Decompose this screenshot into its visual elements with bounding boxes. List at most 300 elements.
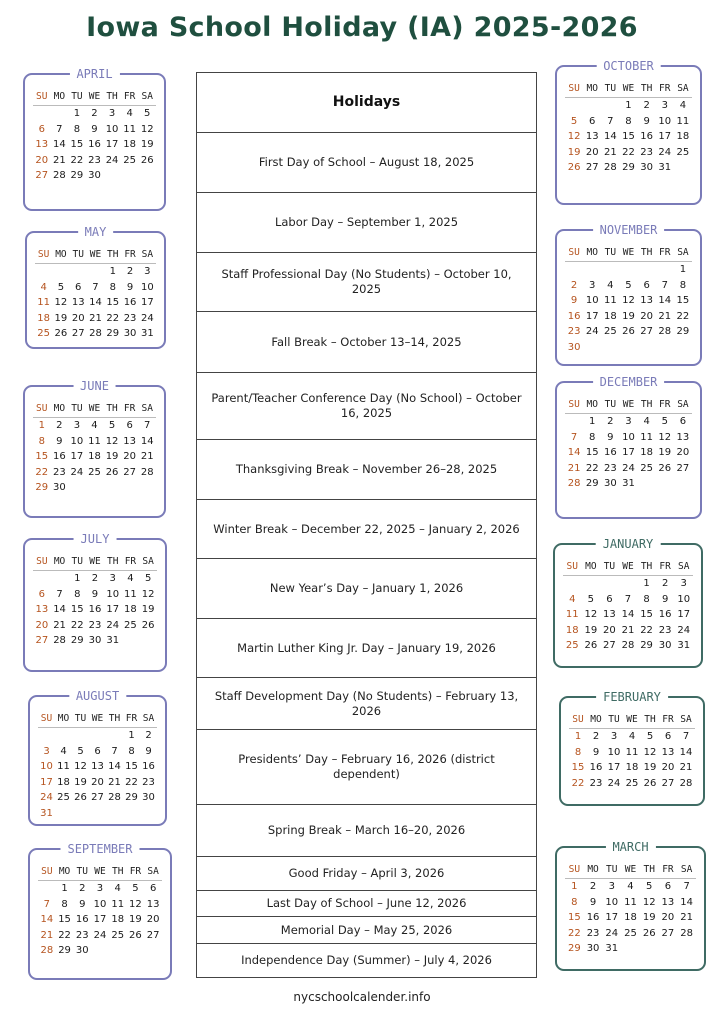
- weekday-header: SU: [35, 247, 52, 264]
- day-number: 9: [91, 588, 99, 600]
- day-number: 27: [35, 170, 49, 181]
- day-number: 2: [126, 266, 134, 277]
- day-number: 28: [89, 328, 102, 339]
- day-number: 27: [640, 326, 653, 337]
- day-number: 20: [35, 154, 49, 166]
- day-number: 22: [585, 462, 599, 474]
- day-number: 6: [664, 881, 672, 892]
- day-number: 23: [52, 466, 66, 478]
- day-number: 27: [91, 792, 104, 803]
- empty-day: [55, 728, 72, 744]
- day-number: 9: [145, 745, 152, 757]
- day-number: 12: [129, 898, 142, 910]
- weekday-header: TH: [638, 397, 656, 414]
- day-number: 19: [141, 604, 155, 615]
- day-number: 26: [105, 466, 119, 478]
- day-number: 6: [38, 588, 46, 600]
- day-number: 21: [89, 312, 102, 324]
- empty-day: [601, 98, 619, 114]
- day-number: 8: [589, 431, 596, 443]
- day-number: 21: [40, 929, 54, 941]
- day-number: 21: [52, 154, 66, 166]
- day-number: 2: [570, 279, 578, 291]
- day-number: 17: [105, 139, 119, 150]
- day-number: 12: [54, 297, 68, 308]
- day-number: 28: [53, 635, 66, 646]
- day-number: 28: [140, 466, 154, 478]
- day-number: 9: [79, 898, 86, 910]
- day-number: 1: [574, 731, 582, 742]
- day-number: 1: [73, 108, 81, 119]
- day-number: 29: [35, 482, 49, 493]
- month-calendar-march: [555, 840, 706, 971]
- day-number: 5: [144, 573, 152, 584]
- day-number: 29: [58, 945, 71, 956]
- day-number: 14: [658, 295, 672, 306]
- day-number: 28: [679, 777, 693, 789]
- empty-day: [600, 576, 619, 592]
- day-number: 19: [74, 776, 87, 788]
- day-number: 26: [642, 927, 656, 939]
- day-number: 23: [589, 777, 603, 789]
- day-number: 5: [625, 279, 632, 291]
- weekday-header: WE: [619, 245, 637, 262]
- day-number: 30: [123, 328, 137, 339]
- day-number: 19: [567, 146, 581, 158]
- weekday-header: SU: [38, 711, 55, 728]
- holidays-header: Holidays: [197, 73, 536, 133]
- day-number: 21: [603, 146, 617, 158]
- weekday-header: MO: [52, 247, 69, 264]
- day-number: 23: [658, 624, 672, 636]
- day-number: 24: [106, 619, 120, 631]
- weekday-header: FR: [121, 247, 138, 264]
- weekday-header: TH: [638, 81, 656, 98]
- day-number: 18: [111, 914, 125, 925]
- day-number: 10: [93, 898, 107, 910]
- weekday-header: TH: [638, 245, 656, 262]
- day-number: 18: [57, 776, 70, 788]
- weekday-header: SA: [674, 397, 692, 414]
- day-number: 13: [640, 295, 653, 306]
- day-number: 16: [88, 604, 102, 615]
- day-number: 20: [35, 619, 49, 631]
- weekday-header: TU: [72, 711, 89, 728]
- weekday-header: TU: [601, 81, 619, 98]
- day-number: 2: [79, 883, 86, 894]
- day-number: 23: [88, 619, 102, 631]
- weekday-header: MO: [583, 81, 601, 98]
- month-title: NOVEMBER: [593, 222, 665, 238]
- day-number: 20: [146, 914, 160, 925]
- month-grid: [565, 862, 696, 957]
- day-number: 14: [603, 131, 617, 142]
- day-number: 12: [642, 896, 656, 908]
- month-grid: [38, 864, 162, 959]
- day-number: 10: [40, 761, 53, 772]
- weekday-header: TU: [68, 89, 86, 106]
- day-number: 20: [676, 447, 690, 458]
- day-number: 5: [132, 883, 139, 894]
- day-number: 19: [584, 624, 598, 636]
- day-number: 23: [567, 326, 581, 337]
- day-number: 10: [607, 746, 621, 758]
- day-number: 27: [71, 328, 85, 339]
- day-number: 30: [88, 170, 101, 181]
- day-number: 19: [622, 310, 635, 322]
- day-number: 6: [589, 115, 596, 127]
- holiday-row: Fall Break – October 13–14, 2025: [197, 312, 536, 373]
- day-number: 18: [624, 912, 637, 923]
- day-number: 19: [105, 451, 119, 462]
- day-number: 27: [35, 635, 49, 646]
- day-number: 14: [108, 761, 121, 772]
- day-number: 13: [35, 139, 49, 150]
- day-number: 30: [52, 482, 66, 493]
- day-number: 21: [679, 762, 693, 773]
- empty-day: [51, 571, 69, 587]
- day-number: 7: [661, 279, 668, 291]
- day-number: 26: [567, 162, 581, 173]
- month-calendar-august: [28, 689, 167, 826]
- day-number: 13: [661, 746, 675, 758]
- weekday-header: WE: [86, 89, 104, 106]
- day-number: 6: [126, 420, 133, 431]
- day-number: 1: [109, 266, 116, 277]
- day-number: 3: [610, 731, 618, 742]
- holiday-row: Thanksgiving Break – November 26–28, 2025: [197, 440, 536, 500]
- empty-day: [619, 262, 637, 278]
- day-number: 28: [680, 927, 693, 939]
- day-number: 12: [584, 609, 598, 620]
- day-number: 27: [146, 929, 160, 941]
- day-number: 24: [605, 927, 619, 939]
- day-number: 30: [88, 635, 102, 646]
- holiday-row: Martin Luther King Jr. Day – January 19, 2026: [197, 619, 536, 678]
- weekday-header: SA: [138, 401, 156, 418]
- day-number: 1: [589, 416, 596, 427]
- day-number: 17: [658, 131, 672, 142]
- day-number: 22: [58, 929, 71, 941]
- day-number: 18: [123, 139, 136, 150]
- day-number: 8: [61, 898, 68, 910]
- day-number: 4: [643, 416, 650, 427]
- day-number: 23: [142, 776, 155, 788]
- day-number: 16: [123, 297, 137, 308]
- day-number: 28: [52, 170, 66, 181]
- day-number: 25: [640, 462, 653, 474]
- day-number: 28: [621, 640, 635, 651]
- day-number: 28: [40, 945, 54, 956]
- day-number: 23: [75, 929, 89, 941]
- day-number: 30: [567, 341, 581, 353]
- day-number: 31: [677, 640, 691, 651]
- day-number: 13: [35, 604, 49, 615]
- month-title: MARCH: [605, 839, 655, 855]
- day-number: 8: [574, 746, 582, 758]
- weekday-header: TH: [109, 864, 127, 881]
- weekday-header: MO: [582, 559, 601, 576]
- day-number: 13: [585, 131, 599, 142]
- day-number: 22: [622, 146, 635, 158]
- day-number: 5: [144, 108, 151, 119]
- day-number: 11: [57, 761, 70, 772]
- weekday-header: TU: [601, 397, 619, 414]
- day-number: 31: [40, 807, 53, 819]
- month-title: APRIL: [69, 66, 119, 82]
- day-number: 11: [37, 297, 50, 308]
- weekday-header: TU: [68, 554, 86, 571]
- holiday-row: Presidents’ Day – February 16, 2026 (district dependent): [197, 730, 536, 805]
- day-number: 29: [70, 635, 84, 646]
- weekday-header: WE: [619, 559, 638, 576]
- day-number: 25: [676, 146, 690, 158]
- day-number: 14: [621, 609, 635, 620]
- weekday-header: TH: [103, 401, 121, 418]
- day-number: 25: [625, 777, 639, 789]
- day-number: 25: [88, 466, 101, 478]
- day-number: 16: [603, 447, 617, 458]
- day-number: 18: [565, 624, 579, 636]
- day-number: 25: [37, 328, 50, 339]
- weekday-header: TU: [68, 401, 86, 418]
- month-calendar-july: [23, 532, 167, 672]
- day-number: 29: [567, 943, 581, 954]
- weekday-header: TH: [104, 247, 121, 264]
- day-number: 9: [570, 295, 578, 306]
- day-number: 15: [640, 609, 653, 620]
- day-number: 25: [111, 929, 125, 941]
- day-number: 22: [567, 927, 581, 939]
- weekday-header: SU: [565, 397, 583, 414]
- day-number: 19: [642, 912, 656, 923]
- day-number: 25: [57, 792, 70, 803]
- day-number: 8: [109, 281, 116, 293]
- day-number: 6: [643, 279, 650, 291]
- weekday-header: SA: [139, 554, 157, 571]
- holiday-row: Good Friday – April 3, 2026: [197, 857, 536, 891]
- day-number: 8: [679, 279, 687, 291]
- day-number: 14: [567, 447, 581, 458]
- day-number: 11: [625, 746, 639, 758]
- day-number: 6: [94, 745, 101, 757]
- empty-day: [638, 262, 656, 278]
- weekday-header: TH: [103, 89, 121, 106]
- day-number: 26: [141, 619, 155, 631]
- day-number: 24: [140, 312, 154, 324]
- day-number: 22: [640, 624, 653, 636]
- day-number: 4: [60, 745, 67, 757]
- day-number: 24: [40, 792, 53, 803]
- day-number: 2: [145, 730, 152, 741]
- weekday-header: WE: [87, 247, 104, 264]
- day-number: 6: [149, 883, 157, 894]
- day-number: 25: [624, 927, 637, 939]
- month-title: MAY: [78, 224, 114, 240]
- empty-day: [656, 262, 674, 278]
- day-number: 25: [123, 154, 136, 166]
- day-number: 17: [622, 447, 635, 458]
- day-number: 29: [106, 328, 120, 339]
- day-number: 1: [625, 100, 632, 111]
- empty-day: [72, 728, 89, 744]
- day-number: 21: [53, 619, 66, 631]
- day-number: 30: [75, 945, 89, 956]
- day-number: 3: [108, 108, 116, 119]
- day-number: 22: [125, 776, 138, 788]
- day-number: 17: [585, 310, 599, 322]
- day-number: 5: [77, 745, 84, 757]
- month-calendar-january: [553, 537, 703, 668]
- day-number: 21: [140, 451, 154, 462]
- day-number: 1: [61, 883, 68, 894]
- day-number: 24: [93, 929, 107, 941]
- day-number: 9: [592, 746, 600, 758]
- day-number: 20: [661, 912, 675, 923]
- day-number: 24: [622, 462, 635, 474]
- day-number: 24: [70, 466, 84, 478]
- day-number: 3: [589, 279, 596, 291]
- day-number: 9: [126, 281, 134, 293]
- weekday-header: WE: [91, 864, 109, 881]
- day-number: 15: [70, 604, 84, 615]
- day-number: 31: [106, 635, 120, 646]
- weekday-header: FR: [121, 89, 139, 106]
- day-number: 1: [128, 730, 135, 741]
- day-number: 8: [128, 745, 135, 757]
- day-number: 5: [108, 420, 116, 431]
- day-number: 4: [607, 279, 614, 291]
- empty-day: [601, 262, 619, 278]
- day-number: 12: [140, 123, 154, 135]
- day-number: 8: [643, 593, 650, 605]
- day-number: 23: [88, 154, 101, 166]
- day-number: 8: [571, 896, 578, 908]
- day-number: 23: [586, 927, 600, 939]
- day-number: 16: [142, 761, 155, 772]
- day-number: 28: [567, 478, 581, 489]
- day-number: 10: [105, 123, 119, 135]
- day-number: 16: [640, 131, 653, 142]
- holiday-row: Independence Day (Summer) – July 4, 2026: [241, 953, 492, 967]
- weekday-header: SU: [565, 862, 584, 879]
- weekday-header: FR: [123, 711, 140, 728]
- day-number: 13: [91, 761, 104, 772]
- empty-day: [583, 262, 601, 278]
- day-number: 26: [658, 462, 672, 474]
- day-number: 14: [53, 604, 66, 615]
- day-number: 18: [88, 451, 101, 462]
- day-number: 7: [682, 731, 690, 742]
- day-number: 20: [71, 312, 85, 324]
- weekday-header: MO: [587, 712, 605, 729]
- day-number: 15: [106, 297, 120, 308]
- day-number: 19: [643, 762, 657, 773]
- day-number: 29: [125, 792, 138, 803]
- month-grid: [33, 554, 157, 649]
- day-number: 20: [640, 310, 653, 322]
- empty-day: [38, 728, 55, 744]
- day-number: 26: [643, 777, 657, 789]
- month-calendar-february: [559, 690, 705, 806]
- day-number: 26: [54, 328, 68, 339]
- day-number: 29: [640, 640, 653, 651]
- month-grid: [563, 559, 693, 654]
- day-number: 26: [129, 929, 142, 941]
- day-number: 31: [605, 943, 619, 954]
- day-number: 2: [607, 416, 614, 427]
- holiday-row: Spring Break – March 16–20, 2026: [197, 805, 536, 857]
- day-number: 6: [38, 123, 45, 135]
- day-number: 9: [589, 896, 597, 908]
- day-number: 14: [40, 914, 54, 925]
- day-number: 19: [140, 139, 154, 150]
- weekday-header: WE: [619, 81, 637, 98]
- day-number: 15: [35, 451, 49, 462]
- holiday-row: Parent/Teacher Conference Day (No School) – October 16, 2025: [197, 373, 536, 440]
- day-number: 14: [680, 896, 693, 908]
- day-number: 12: [105, 435, 119, 447]
- day-number: 7: [570, 431, 578, 443]
- day-number: 11: [565, 609, 579, 620]
- day-number: 15: [676, 295, 690, 306]
- weekday-header: FR: [121, 401, 139, 418]
- day-number: 5: [646, 881, 653, 892]
- day-number: 10: [585, 295, 599, 306]
- weekday-header: SA: [677, 712, 695, 729]
- day-number: 6: [606, 593, 613, 605]
- day-number: 9: [661, 593, 669, 605]
- day-number: 29: [622, 162, 635, 173]
- day-number: 13: [71, 297, 85, 308]
- month-title: JANUARY: [596, 536, 661, 552]
- day-number: 18: [124, 604, 137, 615]
- day-number: 25: [565, 640, 579, 651]
- day-number: 1: [38, 420, 45, 431]
- day-number: 11: [624, 896, 637, 908]
- day-number: 9: [56, 435, 63, 447]
- day-number: 10: [70, 435, 84, 447]
- weekday-header: TU: [73, 864, 91, 881]
- weekday-header: FR: [656, 559, 675, 576]
- day-number: 3: [680, 578, 687, 589]
- holiday-row: Staff Professional Day (No Students) – October 10, 2025: [197, 253, 536, 312]
- weekday-header: SU: [38, 864, 56, 881]
- day-number: 5: [661, 416, 668, 427]
- day-number: 9: [91, 123, 98, 135]
- day-number: 10: [605, 896, 619, 908]
- day-number: 7: [683, 881, 690, 892]
- day-number: 7: [111, 745, 118, 757]
- day-number: 16: [589, 762, 603, 773]
- day-number: 15: [622, 131, 635, 142]
- weekday-header: SU: [569, 712, 587, 729]
- weekday-header: MO: [583, 245, 601, 262]
- day-number: 27: [123, 466, 136, 478]
- month-calendar-april: [23, 67, 166, 211]
- day-number: 17: [70, 451, 84, 462]
- weekday-header: SU: [563, 559, 582, 576]
- weekday-header: SA: [140, 711, 157, 728]
- weekday-header: SU: [33, 554, 51, 571]
- day-number: 3: [608, 881, 615, 892]
- month-calendar-september: [28, 842, 172, 980]
- day-number: 17: [605, 912, 619, 923]
- day-number: 4: [569, 593, 576, 605]
- weekday-header: SA: [674, 559, 693, 576]
- day-number: 3: [96, 883, 104, 894]
- day-number: 20: [603, 624, 616, 636]
